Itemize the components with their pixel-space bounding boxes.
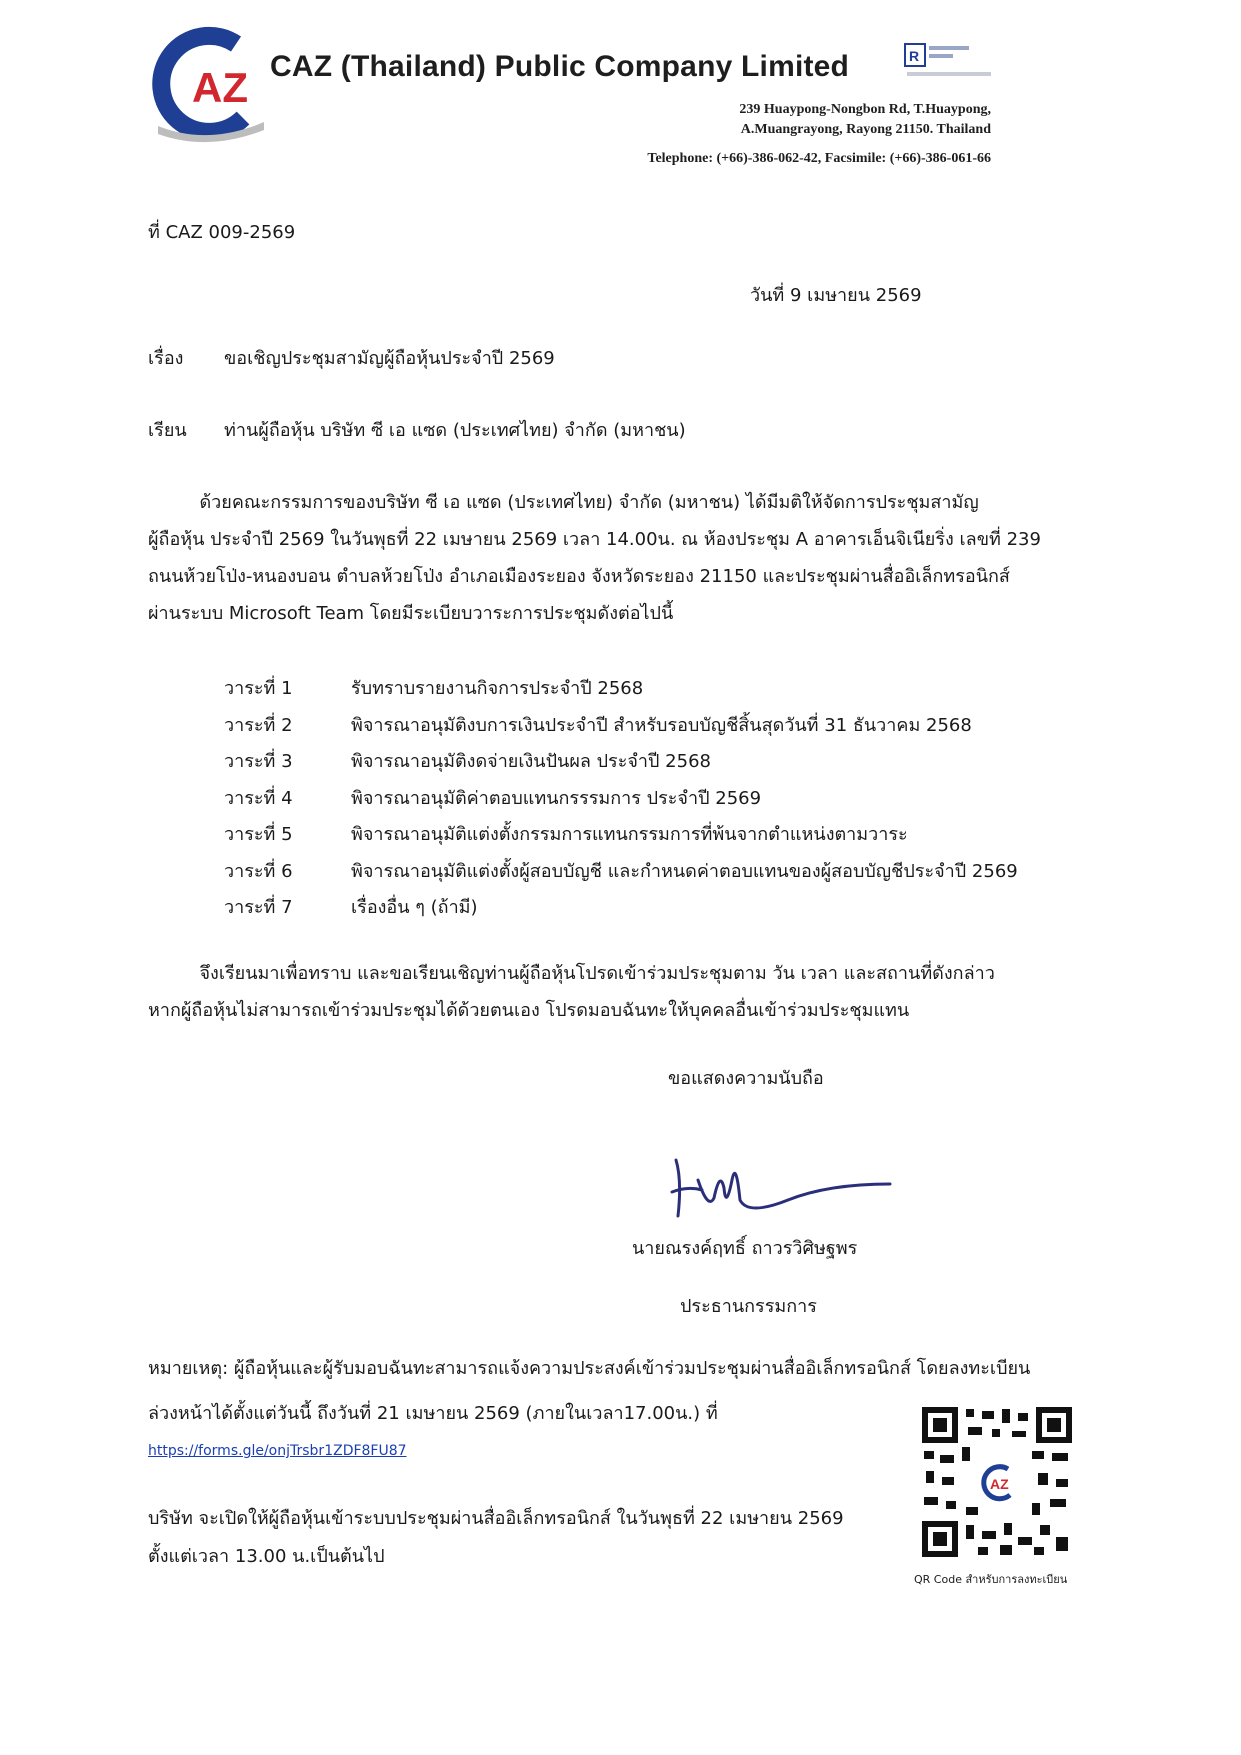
paragraph-line: ผู้ถือหุ้น ประจำปี 2569 ในวันพุธที่ 22 เมษายน 2569 เวลา 14.00น. ณ ห้องประชุม A อาคารเอ็นจิเนียริ่ง เลขที่ 239 [148,529,1041,550]
letter-date: วันที่ 9 เมษายน 2569 [750,285,922,306]
company-logo [148,26,266,144]
agenda-item [224,783,761,812]
agenda-item [224,710,972,739]
agenda-number: วาระที่ 7 [224,897,293,918]
agenda-item [224,673,643,702]
registration-link[interactable]: https://forms.gle/onjTrsbr1ZDF8FU87 [148,1443,407,1459]
agenda-text: พิจารณาอนุมัติงบการเงินประจำปี สำหรับรอบบัญชีสิ้นสุดวันที่ 31 ธันวาคม 2568 [351,715,972,736]
paragraph-line: หากผู้ถือหุ้นไม่สามารถเข้าร่วมประชุมได้ด้วยตนเอง โปรดมอบฉันทะให้บุคคลอื่นเข้าร่วมประชุมแทน [148,1000,910,1021]
logo-text: AZ [192,64,248,111]
agenda-number: วาระที่ 4 [224,788,293,809]
company-name: CAZ (Thailand) Public Company Limited [270,50,850,83]
closing-salutation: ขอแสดงความนับถือ [668,1068,824,1089]
agenda-item [224,892,478,921]
agenda-text: พิจารณาอนุมัติค่าตอบแทนกรรรมการ ประจำปี 2569 [351,788,762,809]
to-text: ท่านผู้ถือหุ้น บริษัท ซี เอ แซด (ประเทศไทย) จำกัด (มหาชน) [224,420,686,441]
agenda-text: รับทราบรายงานกิจการประจำปี 2568 [351,678,644,699]
agenda-number: วาระที่ 1 [224,678,293,699]
paragraph-line: ด้วยคณะกรรมการของบริษัท ซี เอ แซด (ประเทศไทย) จำกัด (มหาชน) ได้มีมติให้จัดการประชุมสามัญ [148,492,979,513]
intro-paragraph [148,484,1088,632]
closing-paragraph [148,955,1088,1029]
subject-label: เรื่อง [148,348,184,369]
agenda-item [224,856,1018,885]
subject-text: ขอเชิญประชุมสามัญผู้ถือหุ้นประจำปี 2569 [224,348,555,369]
signature [668,1140,898,1220]
agenda-number: วาระที่ 2 [224,715,293,736]
to-label: เรียน [148,420,187,441]
paragraph-line: จึงเรียนมาเพื่อทราบ และขอเรียนเชิญท่านผู้ถือหุ้นโปรดเข้าร่วมประชุมตาม วัน เวลา และสถานที่ดังกล่าว [148,963,995,984]
reference-number: ที่ CAZ 009-2569 [148,222,296,243]
agenda-number: วาระที่ 5 [224,824,293,845]
signer-title: ประธานกรรมการ [680,1296,817,1317]
note-line-1: หมายเหตุ: ผู้ถือหุ้นและผู้รับมอบฉันทะสามารถแจ้งความประสงค์เข้าร่วมประชุมผ่านสื่ออิเล็กทรอนิกส์ โดยลงทะเบียน [148,1358,1031,1379]
note-line-2: ล่วงหน้าได้ตั้งแต่วันนี้ ถึงวันที่ 21 เมษายน 2569 (ภายในเวลา17.00น.) ที่ [148,1403,718,1424]
signer-name: นายณรงค์ฤทธิ์ ถาวรวิศิษฐพร [632,1238,858,1259]
agenda-text: เรื่องอื่น ๆ (ถ้ามี) [351,897,478,918]
svg-text:R: R [909,48,920,64]
paragraph-line: ถนนห้วยโป่ง-หนองบอน ตำบลห้วยโป่ง อำเภอเมืองระยอง จังหวัดระยอง 21150 และประชุมผ่านสื่ออิเล็กทรอนิกส์ [148,566,1010,587]
svg-text:AZ: AZ [990,1476,1009,1492]
address-line-2: A.Muangrayong, Rayong 21150. Thailand [740,122,991,137]
note-line-3: บริษัท จะเปิดให้ผู้ถือหุ้นเข้าระบบประชุมผ่านสื่ออิเล็กทรอนิกส์ ในวันพุธที่ 22 เมษายน 2569 [148,1508,844,1529]
certification-logo [903,42,995,90]
qr-caption: QR Code สำหรับการลงทะเบียน [914,1573,1068,1586]
agenda-text: พิจารณาอนุมัติแต่งตั้งกรรมการแทนกรรมการที่พ้นจากตำแหน่งตามวาระ [351,824,908,845]
agenda-item [224,746,711,775]
agenda-text: พิจารณาอนุมัติแต่งตั้งผู้สอบบัญชี และกำหนดค่าตอบแทนของผู้สอบบัญชีประจำปี 2569 [351,861,1018,882]
agenda-number: วาระที่ 3 [224,751,293,772]
note-line-4: ตั้งแต่เวลา 13.00 น.เป็นต้นไป [148,1546,385,1567]
address-line-1: 239 Huaypong-Nongbon Rd, T.Huaypong, [739,102,991,117]
agenda-number: วาระที่ 6 [224,861,293,882]
agenda-text: พิจารณาอนุมัติงดจ่ายเงินปันผล ประจำปี 2568 [351,751,711,772]
qr-code-icon [922,1407,1072,1557]
agenda-item [224,819,908,848]
paragraph-line: ผ่านระบบ Microsoft Team โดยมีระเบียบวาระการประชุมดังต่อไปนี้ [148,603,674,624]
contact-line: Telephone: (+66)-386-062-42, Facsimile: (+66)-386-061-66 [647,151,991,166]
